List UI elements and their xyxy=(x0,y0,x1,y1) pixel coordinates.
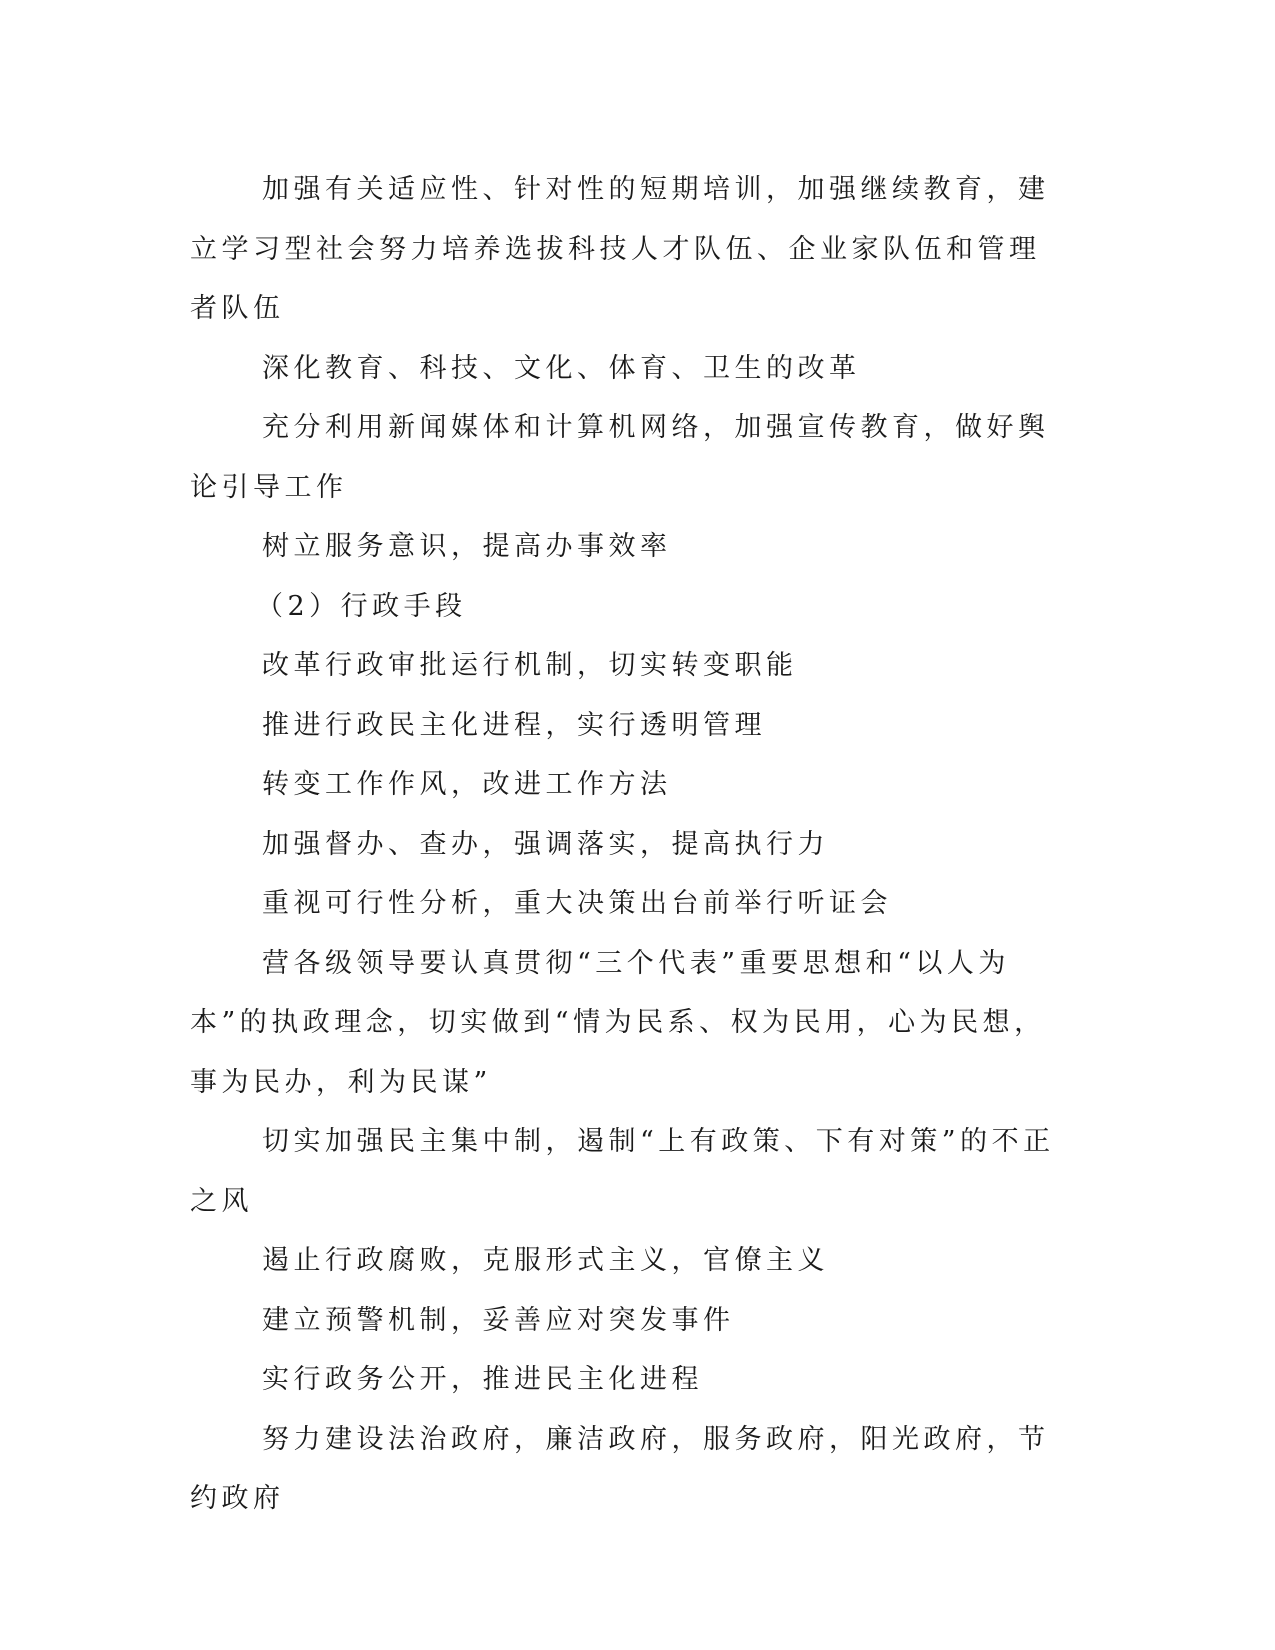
paragraph-feasibility: 重视可行性分析，重大决策出台前举行听证会 xyxy=(262,888,892,919)
paragraph-warning: 建立预警机制，妥善应对突发事件 xyxy=(262,1304,735,1336)
paragraph-reform: 深化教育、科技、文化、体育、卫生的改革 xyxy=(262,352,861,384)
paragraph-approval: 改革行政审批运行机制，切实转变职能 xyxy=(262,650,798,681)
paragraph-government: 努力建设法治政府，廉洁政府，服务政府，阳光政府，节约政府 xyxy=(190,1423,1050,1514)
paragraph-leadership: 营各级领导要认真贯彻“三个代表”重要思想和“以人为本”的执政理念，切实做到“情为民系、权为民用，心为民想，事为民办，利为民谋” xyxy=(190,947,1046,1098)
paragraph-centralism: 切实加强民主集中制，遏制“上有政策、下有对策”的不正之风 xyxy=(190,1126,1055,1217)
section-heading-administrative: （2）行政手段 xyxy=(256,590,467,622)
paragraph-media: 充分利用新闻媒体和计算机网络，加强宣传教育，做好舆论引导工作 xyxy=(190,412,1050,503)
paragraph-service: 树立服务意识，提高办事效率 xyxy=(262,531,672,562)
paragraph-training: 加强有关适应性、针对性的短期培训，加强继续教育，建立学习型社会努力培养选拔科技人才队伍、企业家队伍和管理者队伍 xyxy=(190,174,1050,324)
paragraph-openness: 实行政务公开，推进民主化进程 xyxy=(262,1364,703,1395)
paragraph-democratization: 推进行政民主化进程，实行透明管理 xyxy=(262,709,766,741)
paragraph-corruption: 遏止行政腐败，克服形式主义，官僚主义 xyxy=(262,1245,829,1276)
paragraph-work-style: 转变工作作风，改进工作方法 xyxy=(262,769,672,800)
paragraph-supervision: 加强督办、查办，强调落实，提高执行力 xyxy=(262,828,829,860)
document-body xyxy=(190,160,1070,1529)
